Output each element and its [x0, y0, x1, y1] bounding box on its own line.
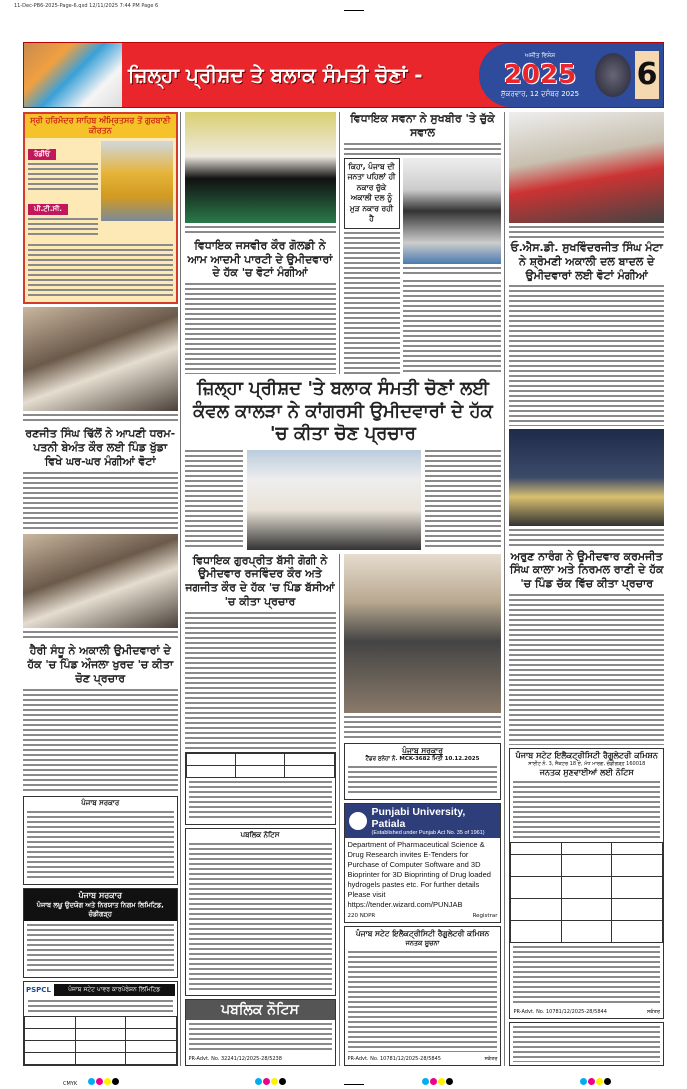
ad-title: ਪੰਜਾਬ ਸਰਕਾਰ [81, 799, 120, 807]
ad-title: ਪਬਲਿਕ ਨੋਟਿਸ [240, 831, 280, 840]
cmyk-label: CMYK [63, 1081, 78, 1087]
issue-date: ਸ਼ੁੱਕਰਵਾਰ, 12 ਦਸੰਬਰ 2025 [500, 89, 580, 98]
signatory: ਸਕੱਤਰ [646, 1008, 660, 1015]
ballot-icon [595, 53, 631, 97]
psiec-ad [23, 888, 178, 978]
column-3-top [344, 112, 502, 374]
cmyk-dots [580, 1070, 612, 1089]
dhillon-photo [23, 307, 178, 411]
university-name: Punjabi University, Patiala [371, 806, 466, 831]
osd-photo [509, 112, 664, 223]
ad-body [28, 1000, 173, 1014]
golden-temple-photo [101, 141, 173, 221]
tender-ad [344, 743, 502, 800]
swana-body [344, 232, 400, 375]
ad-body [348, 951, 498, 1052]
middle-columns [185, 112, 506, 1066]
ad-body [27, 811, 174, 881]
swana-right [403, 158, 502, 375]
osd-headline: ਓ.ਐਸ.ਡੀ. ਸੁਖਵਿੰਦਰਜੀਤ ਸਿੰਘ ਮੰਟਾ ਨੇ ਸ਼੍ਰੋਮਣੀ ਅਕਾਲੀ ਦਲ ਬਾਦਲ ਦੇ ਉਮੀਦਵਾਰਾਂ ਲਈ ਵੋਟਾਂ ਮੰਗੀਆਂ [510, 241, 663, 282]
hearing-table [510, 842, 663, 943]
voters-photo [24, 43, 122, 107]
swana-left [344, 158, 400, 375]
regulatory-notice-ad [344, 926, 502, 1066]
header-blue-panel [479, 43, 591, 107]
section-header [23, 42, 664, 108]
ad-address: ਸਾਈਟ ਨੰ. 3, ਸੈਕਟਰ 18 ਏ, ਮੱਧ ਮਾਰਗ, ਚੰਡੀਗੜ੍ਹ 160018 [528, 760, 646, 767]
photo-caption [23, 414, 178, 424]
ad-body [189, 843, 332, 992]
aap-body [185, 283, 336, 374]
swana-photo [403, 158, 502, 264]
table-ad [185, 752, 336, 825]
ad-body [189, 1023, 332, 1053]
ad-body [189, 781, 332, 821]
photo-caption [403, 267, 502, 277]
ad-body [348, 766, 498, 796]
punjabi-university-ad [344, 803, 502, 923]
gogi-headline: ਵਿਧਾਇਕ ਗੁਰਪ੍ਰੀਤ ਬੱਸੀ ਗੋਗੀ ਨੇ ਉਮੀਦਵਾਰ ਰਜਵਿੰਦਰ ਕੌਰ ਅਤੇ ਜਗਜੀਤ ਕੌਰ ਦੇ ਹੱਕ 'ਚ ਪਿੰਡ ਬੱਸੀਆਂ 'ਚ ਕੀਤਾ ਪ੍ਰਚਾਰ [185, 553, 335, 608]
column-1 [23, 112, 181, 1066]
ad-subtitle: ਜਨਤਕ ਸੁਣਵਾਈਆਂ ਲਈ ਨੋਟਿਸ [539, 767, 634, 777]
public-notice-ad-2 [185, 999, 336, 1066]
section-special-label: ਅਜੀਤ ਵਿਸ਼ੇਸ਼ [524, 51, 556, 59]
cmyk-dots [88, 1070, 120, 1089]
ad-title: ਪੰਜਾਬ ਸਟੇਟ ਪਾਵਰ ਕਾਰਪੋਰੇਸ਼ਨ ਲਿਮਿਟਿਡ [54, 984, 175, 996]
photo-caption [509, 226, 664, 238]
cmyk-dots [255, 1070, 287, 1089]
ptc-badge: ਪੀ.ਟੀ.ਸੀ. [28, 204, 68, 215]
print-slug: 11-Dec-PB6-2025-Page-6.qxd 12/11/2025 7:44 PM Page 6 [14, 3, 159, 9]
lead-photo [247, 450, 421, 550]
tender-text: Department of Pharmaceutical Science & Drug Research invites E-Tenders for Purchase of Computer Software and 3D Bioprinter for 3D Bioprinting of Drug loaded hydrogels pastes etc. For further details Please visit https://tender.wizard.com/PUNJAB [347, 840, 491, 910]
cmyk-dots [422, 1070, 454, 1089]
ad-subtitle: ਪੰਜਾਬ ਲਘੂ ਉਦਯੋਗ ਅਤੇ ਨਿਰਯਾਤ ਨਿਗਮ ਲਿਮਿਟਿਡ, ਚੰਡੀਗੜ੍ਹ [36, 901, 164, 918]
ad-title: ਪਬਲਿਕ ਨੋਟਿਸ [186, 1000, 335, 1020]
harry-photo [23, 534, 178, 628]
page-body [23, 112, 664, 1066]
gurbani-details [28, 244, 173, 299]
aap-stage-photo [185, 112, 336, 223]
gogi-body [185, 612, 336, 750]
narang-photo [509, 429, 664, 525]
header-right-panel [591, 43, 663, 107]
photo-caption [344, 716, 502, 740]
adv-number: PR-Advt. No. 32241/12/2025-28/5238 [188, 1056, 282, 1062]
govt-ad [23, 796, 178, 885]
lead-headline: ਜ਼ਿਲ੍ਹਾ ਪ੍ਰੀਸ਼ਦ 'ਤੇ ਬਲਾਕ ਸੰਮਤੀ ਚੋਣਾਂ ਲਈ ਕੰਵਲ ਕਾਲੜਾ ਨੇ ਕਾਂਗਰਸੀ ਉਮੀਦਵਾਰਾਂ ਦੇ ਹੱਕ 'ਚ ਕੀਤਾ ਚੋਣ ਪ੍ਰਚਾਰ [193, 378, 493, 444]
color-registration-bar [23, 1070, 664, 1087]
section-year: 2025 [503, 59, 577, 90]
gurbani-box [23, 112, 178, 304]
top-row [185, 112, 502, 374]
photo-caption [23, 631, 178, 641]
page-number: 6 [635, 51, 659, 99]
public-notice-ad [185, 828, 336, 996]
narang-body [509, 594, 664, 745]
column-2-top [185, 112, 340, 374]
regulatory-hearing-ad [509, 748, 664, 1019]
photo-caption [185, 226, 336, 236]
narang-headline: ਅਰੁਣ ਨਾਰੰਗ ਨੇ ਉਮੀਦਵਾਰ ਕਰਮਜੀਤ ਸਿੰਘ ਕਾਲਾ ਅਤੇ ਨਿਰਮਲ ਰਾਣੀ ਦੇ ਹੱਕ 'ਚ ਪਿੰਡ ਚੱਕ ਵਿੱਚ ਕੀਤਾ ਪ੍ਰਚਾਰ [509, 549, 664, 591]
ad-subtitle: ਜਨਤਕ ਸੂਚਨਾ [405, 939, 440, 948]
pspcl-logo: PSPCL [26, 986, 51, 994]
column-3-bottom [344, 554, 502, 1067]
section-title: ਜ਼ਿਲ੍ਹਾ ਪ੍ਰੀਸ਼ਦ ਤੇ ਬਲਾਕ ਸੰਮਤੀ ਚੋਣਾਂ - [128, 63, 423, 87]
crop-mark [344, 10, 364, 11]
ad-title: ਪੰਜਾਬ ਸਰਕਾਰ [402, 746, 443, 756]
photo-caption [509, 529, 664, 547]
dhillon-headline: ਰਣਜੀਤ ਸਿੰਘ ਢਿੱਲੋਂ ਨੇ ਆਪਣੀ ਧਰਮ-ਪਤਨੀ ਬੇਅੰਤ ਕੌਰ ਲਈ ਪਿੰਡ ਖੁੱਡਾ ਵਿਖੇ ਘਰ-ਘਰ ਮੰਗੀਆਂ ਵੋਟਾਂ [25, 427, 176, 468]
bottom-row [185, 554, 502, 1067]
signatory: ਸਕੱਤਰ [484, 1056, 498, 1062]
imprint-box [509, 1022, 664, 1066]
column-4 [509, 112, 664, 1066]
swana-body [344, 143, 502, 155]
ad-body [513, 946, 660, 1005]
lead-body [185, 450, 243, 550]
dhillon-body [23, 472, 178, 531]
osd-body [509, 285, 664, 426]
swana-body [403, 280, 502, 374]
lead-body [425, 450, 502, 550]
lead-row [185, 450, 502, 550]
swana-content [344, 158, 502, 375]
radio-badge: ਰੇਡੀਓ [28, 149, 56, 160]
university-seal-icon [347, 810, 369, 832]
pspcl-ad [23, 981, 178, 1066]
adv-number: PR-Advt. No. 10781/12/2025-28/5844 [513, 1008, 607, 1015]
tender-table [24, 1016, 177, 1065]
campaign-photo [344, 554, 502, 714]
tender-number: ਟੈਂਡਰ ਸੁਨੇਹਾ ਨੰ. MCK-3682 ਮਿਤੀ 10.12.2025 [365, 756, 480, 763]
harry-body [23, 689, 178, 793]
harry-headline: ਹੈਰੀ ਸੰਧੂ ਨੇ ਅਕਾਲੀ ਉਮੀਦਵਾਰਾਂ ਦੇ ਹੱਕ 'ਚ ਪਿੰਡ ਔਜਲਾ ਖੁਰਦ 'ਚ ਕੀਤਾ ਚੋਣ ਪ੍ਰਚਾਰ [27, 644, 174, 685]
imprint-text [513, 1026, 660, 1062]
adv-number: PR-Advt. No. 10781/12/2025-28/5845 [347, 1056, 441, 1062]
ad-title: ਪੰਜਾਬ ਸਟੇਟ ਇਲੈਕਟ੍ਰੀਸਿਟੀ ਰੈਗੂਲੇਟਰੀ ਕਮਿਸ਼ਨ [355, 929, 490, 939]
ptc-timings [28, 218, 98, 238]
column-2-bottom [185, 554, 340, 1067]
university-established: (Established under Punjab Act No. 35 of 1961) [371, 830, 485, 837]
ad-title: ਪੰਜਾਬ ਸਟੇਟ ਇਲੈਕਟ੍ਰੀਸਿਟੀ ਰੈਗੂਲੇਟਰੀ ਕਮਿਸ਼ਨ [515, 750, 658, 760]
ad-title: ਪੰਜਾਬ ਸਰਕਾਰ [78, 891, 122, 900]
radio-timings [28, 163, 98, 193]
ad-ref: 220 NDPR [347, 913, 376, 920]
ad-body [27, 924, 174, 974]
ad-body [513, 781, 660, 840]
crop-mark [344, 1084, 364, 1085]
swana-pull-quote: ਕਿਹਾ, ਪੰਜਾਬ ਦੀ ਜਨਤਾ ਪਹਿਲਾਂ ਹੀ ਨਕਾਰ ਚੁੱਕੇ ਅਕਾਲੀ ਦਲ ਨੂੰ ਮੁੜ ਨਕਾਰ ਰਹੀ ਹੈ [344, 158, 400, 229]
gurbani-title: ਸ੍ਰੀ ਹਰਿਮੰਦਰ ਸਾਹਿਬ ਅੰਮ੍ਰਿਤਸਰ ਤੋਂ ਗੁਰਬਾਣੀ ਕੀਰਤਨ [25, 114, 176, 138]
swana-headline: ਵਿਧਾਇਕ ਸਵਨਾ ਨੇ ਸੁਖਬੀਰ 'ਤੇ ਚੁੱਕੇ ਸਵਾਲ [350, 112, 495, 139]
aap-headline: ਵਿਧਾਇਕ ਜਸਵੀਰ ਕੌਰ ਗੋਲਡੀ ਨੇ ਆਮ ਆਦਮੀ ਪਾਰਟੀ ਦੇ ਉਮੀਦਵਾਰਾਂ ਦੇ ਹੱਕ 'ਚ ਵੋਟਾਂ ਮੰਗੀਆਂ [187, 238, 333, 280]
signatory: Registrar [472, 913, 498, 920]
